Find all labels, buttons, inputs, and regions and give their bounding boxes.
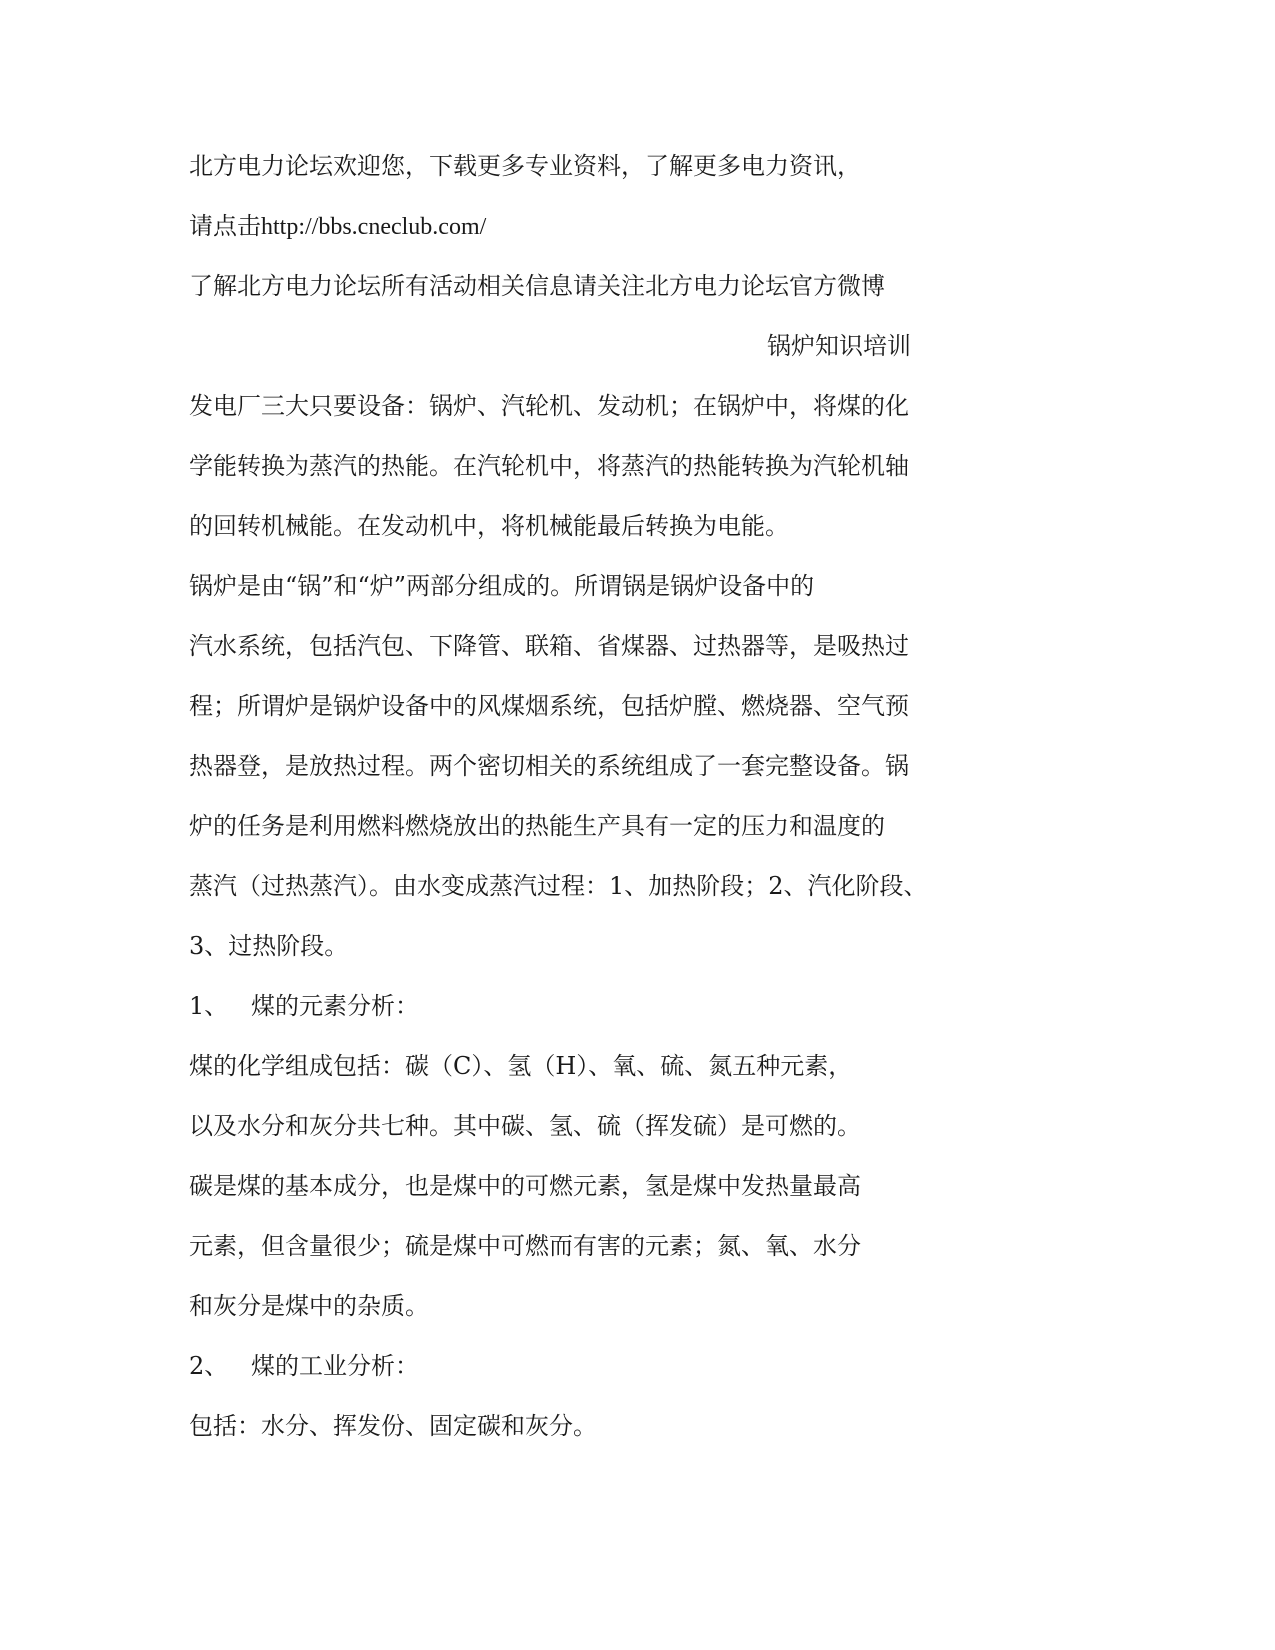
paragraph-line: 热器登，是放热过程。两个密切相关的系统组成了一套完整设备。锅: [189, 752, 909, 780]
paragraph-line: 蒸汽（过热蒸汽）。由水变成蒸汽过程：1、加热阶段；2、汽化阶段、: [189, 872, 928, 900]
paragraph-line: 锅炉是由“锅”和“炉”两部分组成的。所谓锅是锅炉设备中的: [189, 572, 815, 600]
welcome-line: 北方电力论坛欢迎您，下载更多专业资料，了解更多电力资讯，: [189, 152, 861, 180]
section-2-line: 包括：水分、挥发份、固定碳和灰分。: [189, 1412, 597, 1440]
paragraph-line: 炉的任务是利用燃料燃烧放出的热能生产具有一定的压力和温度的: [189, 812, 885, 840]
section-title: 煤的工业分析：: [251, 1352, 419, 1380]
section-1-line: 元素，但含量很少；硫是煤中可燃而有害的元素；氮、氧、水分: [189, 1232, 861, 1260]
paragraph-line: 发电厂三大只要设备：锅炉、汽轮机、发动机；在锅炉中，将煤的化: [189, 392, 909, 420]
section-1-line: 煤的化学组成包括：碳（C）、氢（H）、氧、硫、氮五种元素，: [189, 1052, 853, 1080]
section-1-line: 碳是煤的基本成分，也是煤中的可燃元素，氢是煤中发热量最高: [189, 1172, 861, 1200]
section-number: 2、: [189, 1352, 229, 1380]
paragraph-line: 的回转机械能。在发动机中，将机械能最后转换为电能。: [189, 512, 789, 540]
section-2-heading: [189, 1351, 419, 1381]
section-number: 1、: [189, 992, 229, 1020]
paragraph-line: 汽水系统，包括汽包、下降管、联箱、省煤器、过热器等，是吸热过: [189, 632, 909, 660]
paragraph-line: 程；所谓炉是锅炉设备中的风煤烟系统，包括炉膛、燃烧器、空气预: [189, 692, 909, 720]
weibo-line: 了解北方电力论坛所有活动相关信息请关注北方电力论坛官方微博: [189, 272, 885, 300]
paragraph-line: 学能转换为蒸汽的热能。在汽轮机中，将蒸汽的热能转换为汽轮机轴: [189, 452, 909, 480]
section-1-line: 以及水分和灰分共七种。其中碳、氢、硫（挥发硫）是可燃的。: [189, 1112, 861, 1140]
document-title: 锅炉知识培训: [767, 332, 911, 360]
section-1-line: 和灰分是煤中的杂质。: [189, 1292, 429, 1320]
forum-link[interactable]: http://bbs.cneclub.com/: [261, 214, 487, 240]
click-line: [189, 211, 486, 242]
paragraph-line: 3、过热阶段。: [189, 932, 349, 960]
click-prefix: 请点击: [189, 212, 261, 240]
section-title: 煤的元素分析：: [251, 992, 419, 1020]
section-1-heading: [189, 991, 419, 1021]
